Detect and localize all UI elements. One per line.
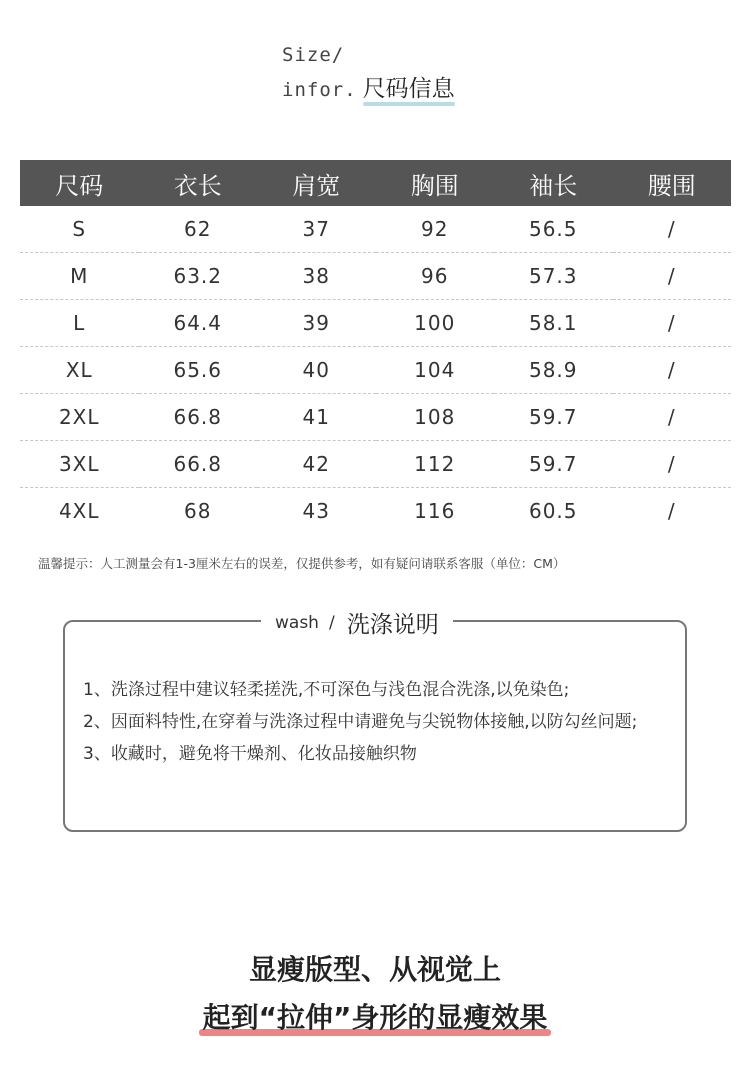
wash-title-separator: /: [328, 612, 335, 633]
measurement-notice: 温馨提示：人工测量会有1-3厘米左右的误差，仅提供参考，如有疑问请联系客服（单位：CM）: [38, 556, 566, 571]
size-title-cn: 尺码信息: [363, 70, 455, 103]
cell-length: 66.8: [139, 441, 258, 488]
cell-shoulder: 38: [257, 253, 376, 300]
header-chest: 胸围: [376, 160, 495, 206]
cell-chest: 104: [376, 347, 495, 394]
cell-length: 66.8: [139, 394, 258, 441]
cell-shoulder: 40: [257, 347, 376, 394]
cell-chest: 108: [376, 394, 495, 441]
cell-shoulder: 43: [302, 499, 330, 523]
cell-sleeve: 59.7: [494, 441, 613, 488]
cell-sleeve: 58.9: [494, 347, 613, 394]
cell-chest: 116: [414, 499, 456, 523]
table-row: [20, 441, 731, 488]
cell-shoulder: 37: [257, 206, 376, 253]
list-item: 1、洗涤过程中建议轻柔搓洗,不可深色与浅色混合洗涤,以免染色;: [83, 680, 570, 700]
header-shoulder: 肩宽: [257, 160, 376, 206]
slogan-line2: 起到“拉伸”身形的显瘦效果: [203, 996, 548, 1036]
slogan-line2-wrap: [0, 996, 750, 1036]
header-size: 尺码: [20, 160, 139, 206]
cell-chest: 96: [376, 253, 495, 300]
cell-chest: 100: [376, 300, 495, 347]
list-item: 2、因面料特性,在穿着与洗涤过程中请避免与尖锐物体接触,以防勾丝问题;: [83, 712, 638, 732]
cell-length: 64.4: [139, 300, 258, 347]
cell-shoulder: 39: [257, 300, 376, 347]
cell-shoulder: 41: [257, 394, 376, 441]
wash-instructions-box: [63, 612, 687, 832]
table-row: [20, 206, 731, 253]
cell-sleeve: 60.5: [528, 499, 578, 523]
cell-shoulder: 42: [257, 441, 376, 488]
table-row: [20, 488, 731, 535]
table-row: [20, 394, 731, 441]
table-header-row: [20, 160, 731, 206]
size-title-en-line1: Size/: [282, 44, 345, 66]
cell-waist: /: [613, 206, 732, 253]
cell-size: 2XL: [20, 394, 139, 441]
wash-list: [83, 674, 673, 770]
cell-length: 65.6: [139, 347, 258, 394]
cell-chest: 92: [376, 206, 495, 253]
table-row: [20, 253, 731, 300]
wash-title-en: wash: [275, 612, 319, 633]
cell-size: M: [20, 253, 139, 300]
list-item: 3、收藏时，避免将干燥剂、化妆品接触织物: [83, 744, 417, 764]
cell-sleeve: 57.3: [494, 253, 613, 300]
cell-length: 63.2: [139, 253, 258, 300]
cell-size: 3XL: [20, 441, 139, 488]
cell-sleeve: 56.5: [494, 206, 613, 253]
cell-waist: /: [613, 300, 732, 347]
cell-size: XL: [20, 347, 139, 394]
slogan-line1: 显瘦版型、从视觉上: [248, 953, 501, 986]
cell-waist: /: [613, 347, 732, 394]
header-length: 衣长: [139, 160, 258, 206]
cell-size: L: [20, 300, 139, 347]
cell-waist: /: [613, 394, 732, 441]
header-waist: 腰围: [613, 160, 732, 206]
cell-waist: /: [667, 499, 676, 523]
header-sleeve: 袖长: [494, 160, 613, 206]
cell-waist: /: [613, 441, 732, 488]
cell-size: 4XL: [58, 499, 100, 523]
size-table: [20, 160, 731, 534]
cell-size: S: [20, 206, 139, 253]
cell-length: 62: [139, 206, 258, 253]
size-info-title: [282, 40, 455, 108]
cell-sleeve: 59.7: [494, 394, 613, 441]
cell-chest: 112: [376, 441, 495, 488]
wash-title: [261, 606, 453, 639]
cell-waist: /: [613, 253, 732, 300]
table-row: [20, 347, 731, 394]
size-title-en-line2: infor.: [282, 79, 357, 101]
wash-title-cn: 洗涤说明: [346, 612, 439, 638]
cell-length: 68: [184, 499, 212, 523]
table-row: [20, 300, 731, 347]
cell-sleeve: 58.1: [494, 300, 613, 347]
